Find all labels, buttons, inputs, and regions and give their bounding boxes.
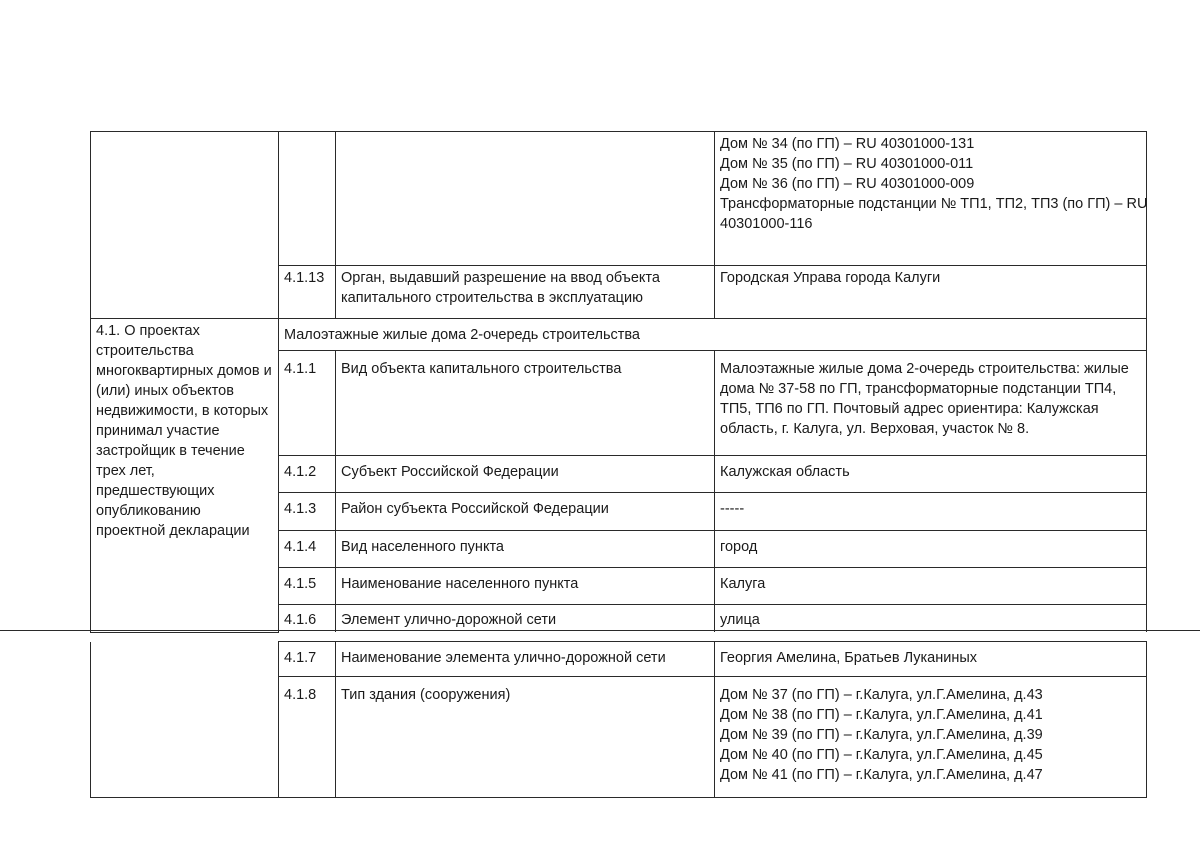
row-label: Тип здания (сооружения) [336, 677, 715, 798]
row-value: Калужская область [715, 456, 1147, 493]
section-title: 4.1. О проектах строительства многоквартирных домов и (или) иных объектов недвижимости, в которых принимал участие застройщик в течение трех лет, предшествующих опубликованию проектной декларации [91, 319, 279, 633]
row-label: Район субъекта Российской Федерации [336, 493, 715, 531]
row-value: Георгия Амелина, Братьев Луканиных [715, 642, 1147, 677]
table-row [91, 642, 1147, 677]
address-line: Дом № 38 (по ГП) – г.Калуга, ул.Г.Амелина, д.41 [720, 707, 1043, 723]
address-line: Дом № 41 (по ГП) – г.Калуга, ул.Г.Амелина, д.47 [720, 767, 1043, 783]
row-value [715, 677, 1147, 798]
empty-cell [336, 132, 715, 266]
row-value: Калуга [715, 568, 1147, 605]
permit-line: Трансформаторные подстанции № ТП1, ТП2, ТП3 (по ГП) – RU [720, 196, 1148, 212]
row-number: 4.1.5 [279, 568, 336, 605]
permit-line: 40301000-116 [720, 216, 813, 232]
section-subheader: Малоэтажные жилые дома 2-очередь строительства [279, 319, 1147, 351]
row-number: 4.1.2 [279, 456, 336, 493]
row-label: Орган, выдавший разрешение на ввод объекта капитального строительства в эксплуатацию [336, 266, 715, 319]
row-number: 4.1.6 [279, 605, 336, 633]
row-label: Наименование элемента улично-дорожной сети [336, 642, 715, 677]
row-number: 4.1.3 [279, 493, 336, 531]
row-label: Вид объекта капитального строительства [336, 351, 715, 456]
row-number: 4.1.4 [279, 531, 336, 568]
row-label: Элемент улично-дорожной сети [336, 605, 715, 633]
row-label: Наименование населенного пункта [336, 568, 715, 605]
row-value: Городская Управа города Калуги [715, 266, 1147, 319]
row-number: 4.1.7 [279, 642, 336, 677]
address-line: Дом № 40 (по ГП) – г.Калуга, ул.Г.Амелина, д.45 [720, 747, 1043, 763]
row-label: Субъект Российской Федерации [336, 456, 715, 493]
empty-cell [91, 132, 279, 319]
permit-line: Дом № 34 (по ГП) – RU 40301000-131 [720, 136, 975, 152]
row-number: 4.1.1 [279, 351, 336, 456]
table-row [91, 132, 1147, 266]
row-value: улица [715, 605, 1147, 633]
page-break-line [0, 630, 1200, 631]
permit-line: Дом № 35 (по ГП) – RU 40301000-011 [720, 156, 974, 172]
address-line: Дом № 39 (по ГП) – г.Калуга, ул.Г.Амелина, д.39 [720, 727, 1043, 743]
table-row [91, 319, 1147, 351]
permit-line: Дом № 36 (по ГП) – RU 40301000-009 [720, 176, 975, 192]
declaration-table-page1 [90, 131, 1147, 633]
row-value: Малоэтажные жилые дома 2-очередь строительства: жилые дома № 37-58 по ГП, трансформаторные подстанции ТП4, ТП5, ТП6 по ГП. Почтовый адрес ориентира: Калужская область, г. Калуга, ул. Верховая, участок № 8. [715, 351, 1147, 456]
row-number: 4.1.8 [279, 677, 336, 798]
row-value: город [715, 531, 1147, 568]
row-value: ----- [715, 493, 1147, 531]
row-label: Вид населенного пункта [336, 531, 715, 568]
row-number: 4.1.13 [279, 266, 336, 319]
permits-cell [715, 132, 1147, 266]
empty-cell [279, 132, 336, 266]
address-line: Дом № 37 (по ГП) – г.Калуга, ул.Г.Амелина, д.43 [720, 687, 1043, 703]
declaration-table-page2 [90, 641, 1147, 798]
empty-cell [91, 642, 279, 798]
